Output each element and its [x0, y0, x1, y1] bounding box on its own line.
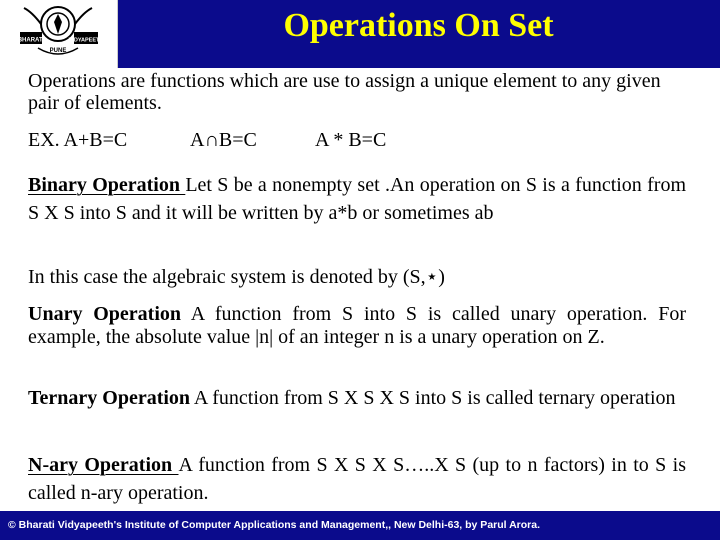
binary-operation-paragraph: [28, 171, 686, 227]
ternary-operation-term: Ternary Operation: [28, 387, 191, 409]
logo-bottom-text: PUNE: [49, 48, 67, 54]
unary-operation-term: Unary Operation: [28, 303, 182, 325]
algebraic-system-paragraph: In this case the algebraic system is denoted by (S,⋆): [28, 266, 445, 288]
binary-operation-text: Let S be a nonempty set .An operation on S is a function from S X S into S and it will be written by a*b or sometimes ab: [28, 174, 687, 224]
institute-logo: [0, 0, 118, 68]
slide-title: Operations On Set: [283, 7, 554, 44]
ternary-operation-text: A function from S X S X S into S is called ternary operation: [190, 387, 676, 409]
example-sum: EX. A+B=C: [28, 129, 128, 151]
footer-credit: © Bharati Vidyapeeth's Institute of Computer Applications and Management,, New Delhi-63, by Parul Arora.: [0, 511, 720, 540]
example-intersection: A∩B=C: [190, 129, 257, 151]
example-star: A * B=C: [315, 129, 387, 151]
nary-operation-term: N-ary Operation: [28, 454, 179, 476]
ternary-operation-paragraph: [28, 387, 686, 410]
nary-operation-paragraph: [28, 451, 686, 507]
logo-left-text: BHARATI: [17, 37, 45, 44]
binary-operation-term: Binary Operation: [28, 174, 186, 196]
logo-right-text: VIDYAPEETH: [68, 37, 104, 44]
unary-operation-paragraph: [28, 303, 686, 349]
header-banner: [0, 0, 720, 68]
intro-paragraph: Operations are functions which are use to assign a unique element to any given pair of elements.: [28, 70, 661, 114]
unary-operation-text: A function from S into S is called unary operation. For example, the absolute value |n| of an integer n is a unary operation on Z.: [28, 303, 686, 348]
nary-operation-text: A function from S X S X S…..X S (up to n factors) in to S is called n-ary operation.: [28, 454, 686, 504]
